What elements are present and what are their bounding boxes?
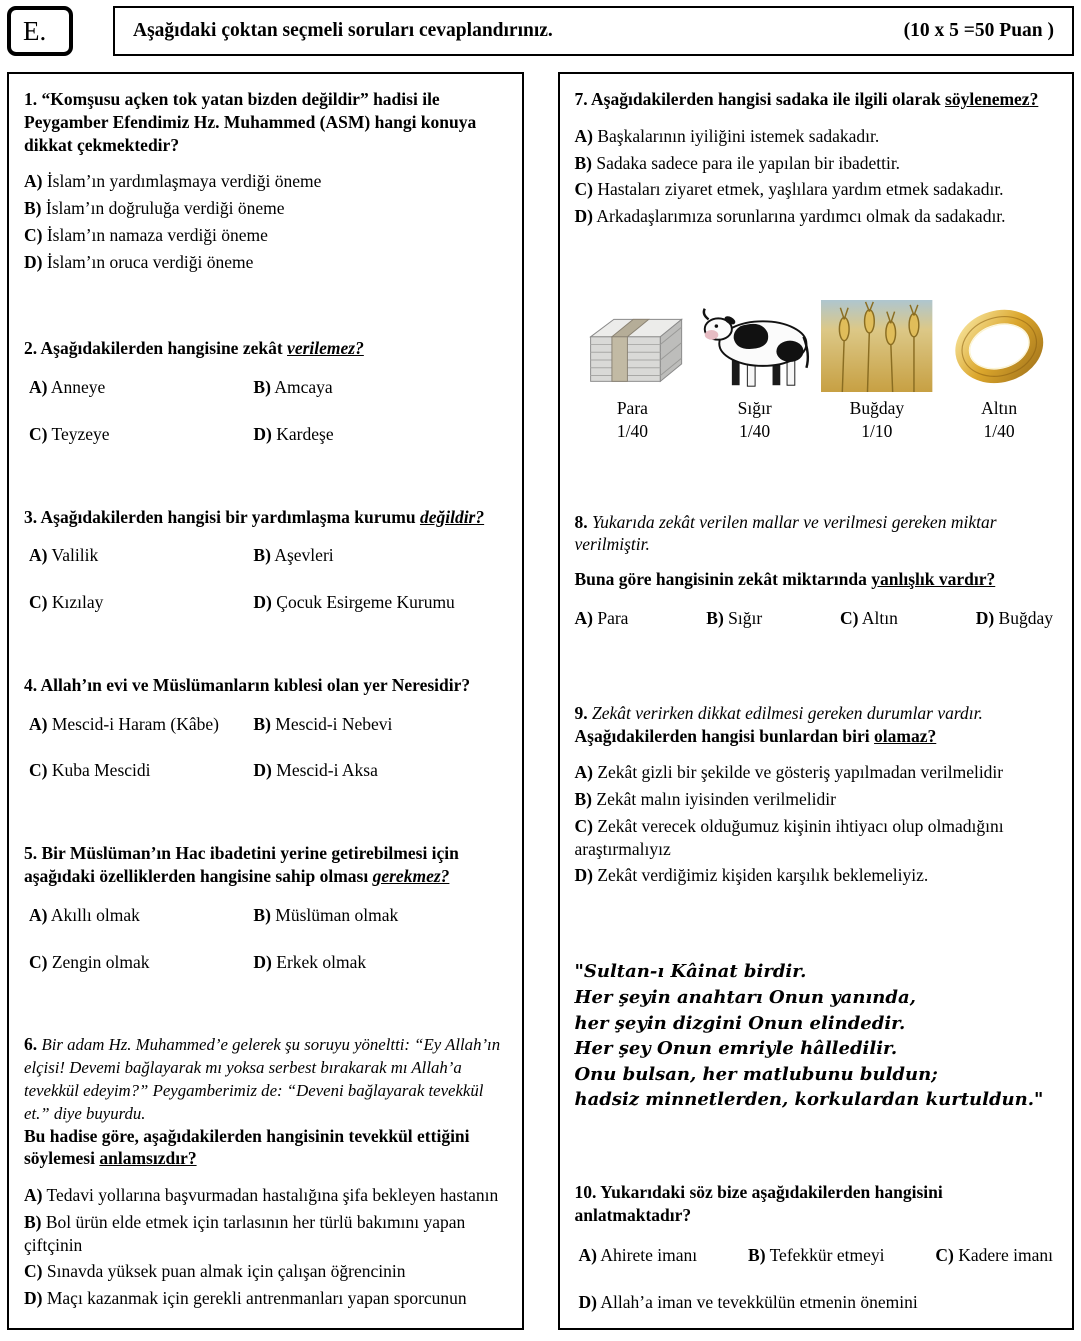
- header: [7, 6, 1074, 56]
- option-c: [575, 178, 1058, 201]
- option-letter: A): [574, 607, 593, 628]
- section-letter-box: [7, 6, 73, 56]
- option-text: Sadaka sadece para ile yapılan bir ibadettir.: [596, 152, 901, 173]
- underlined-keyword: gerekmez?: [372, 866, 450, 887]
- option-b: [706, 607, 762, 630]
- question-8-lead: Yukarıda zekât verilen mallar ve verilmesi gereken miktar verilmiştir.: [574, 511, 997, 555]
- option-d: [579, 1292, 918, 1312]
- option-text: Arkadaşlarımıza sorunlarına yardımcı olmak da sadakadır.: [596, 206, 1006, 226]
- option-text: Hastaları ziyaret etmek, yaşlılara yardım etmek sadakadır.: [597, 179, 1004, 200]
- left-column: [7, 72, 524, 1330]
- option-a: [29, 544, 253, 567]
- option-text: Sınavda yüksek puan almak için çalışan öğrencinin: [46, 1261, 406, 1282]
- option-text: Zekât gizli bir şekilde ve gösteriş yapılmadan verilmelidir: [597, 762, 1004, 783]
- question-4-stem: 4. Allah’ın evi ve Müslümanların kıblesi olan yer Neresidir?: [24, 674, 471, 695]
- question-8: [575, 511, 1058, 634]
- option-c: [24, 224, 507, 247]
- question-1: [24, 88, 507, 277]
- zakat-items-figure: [575, 300, 1058, 443]
- question-number: 8.: [574, 511, 588, 532]
- option-letter: A): [578, 1245, 597, 1266]
- question-7-stem: 7. Aşağıdakilerden hangisi sadaka ile ilgili olarak söylenemez?: [574, 89, 1039, 109]
- option-letter: C): [29, 423, 48, 444]
- option-text: İslam’ın namaza verdiği öneme: [46, 224, 268, 245]
- option-b: [253, 376, 506, 399]
- option-d: [575, 205, 1058, 228]
- figure-caption: [981, 397, 1017, 443]
- option-letter: C): [935, 1245, 954, 1266]
- option-a: [29, 713, 253, 736]
- option-letter: C): [574, 815, 593, 836]
- underlined-keyword: olamaz?: [874, 725, 937, 746]
- question-2-stem: 2. Aşağıdakilerden hangisine zekât verilemez?: [24, 338, 364, 359]
- option-letter: A): [29, 377, 48, 398]
- option-text: Kardeşe: [276, 423, 334, 444]
- question-number: 1.: [24, 89, 38, 109]
- question-6-options: [24, 1184, 507, 1310]
- option-letter: D): [574, 865, 593, 886]
- question-6: [24, 1033, 507, 1314]
- option-b: [253, 544, 506, 567]
- option-letter: C): [29, 592, 48, 613]
- question-8-options: [575, 607, 1058, 634]
- figure-caption: [617, 397, 648, 443]
- question-5-options: [24, 904, 507, 974]
- instruction-text: Aşağıdaki çoktan seçmeli soruları cevaplandırınız.: [133, 20, 553, 41]
- option-letter: C): [574, 179, 593, 200]
- item-fraction: 1/40: [616, 420, 648, 441]
- option-letter: B): [253, 904, 271, 925]
- option-text: Mescid-i Nebevi: [275, 713, 393, 734]
- option-text: Çocuk Esirgeme Kurumu: [276, 592, 455, 613]
- question-4-options: [24, 713, 507, 783]
- option-letter: A): [574, 762, 593, 783]
- instruction-box: [113, 6, 1074, 56]
- option-d: [24, 251, 507, 274]
- option-letter: D): [24, 251, 43, 272]
- option-b: [253, 904, 506, 927]
- option-letter: B): [748, 1245, 766, 1266]
- option-a: [575, 761, 1058, 784]
- option-d: [253, 591, 506, 614]
- gold-ring-icon: [946, 300, 1053, 392]
- option-c: [29, 591, 253, 614]
- option-b: [575, 788, 1058, 811]
- question-8-intro: [575, 511, 1058, 557]
- option-letter: B): [574, 152, 592, 173]
- option-text: Mescid-i Aksa: [276, 760, 378, 781]
- item-name: Sığır: [737, 397, 772, 418]
- figure-para: [575, 300, 691, 443]
- option-c: [24, 1260, 507, 1283]
- option-text: Müslüman olmak: [275, 904, 399, 925]
- option-a: [24, 1184, 507, 1207]
- option-letter: A): [24, 171, 43, 192]
- option-letter: C): [29, 951, 48, 972]
- option-text: Zekât verdiğimiz kişiden karşılık beklemeliyiz.: [597, 865, 929, 886]
- option-text: Valilik: [51, 545, 99, 566]
- option-text: Maçı kazanmak için gerekli antrenmanları yapan sporcunun: [46, 1288, 467, 1309]
- quote-line: "Sultan-ı Kâinat birdir.: [574, 961, 807, 983]
- option-text: Ahirete imanı: [600, 1245, 698, 1266]
- section-letter: E.: [23, 15, 47, 46]
- item-name: Para: [616, 397, 648, 418]
- question-number: 3.: [24, 506, 38, 527]
- question-10-options-row2: [575, 1291, 1058, 1314]
- underlined-keyword: verilemez?: [287, 338, 364, 359]
- underlined-keyword: değildir?: [419, 506, 485, 527]
- option-letter: A): [24, 1185, 43, 1206]
- option-text: Tedavi yollarına başvurmadan hastalığına şifa bekleyen hastanın: [46, 1185, 499, 1206]
- money-stack-icon: [579, 300, 686, 392]
- option-text: Para: [597, 607, 629, 628]
- option-text: Tefekkür etmeyi: [769, 1245, 885, 1266]
- option-letter: B): [574, 789, 592, 810]
- figure-caption: [850, 397, 904, 443]
- option-text: Buğday: [998, 607, 1053, 628]
- option-text: Aşevleri: [274, 545, 334, 566]
- question-4: [24, 674, 507, 782]
- option-d: [976, 607, 1053, 630]
- question-1-options: [24, 170, 507, 273]
- option-b: [575, 152, 1058, 175]
- question-6-stem: Bu hadise göre, aşağıdakilerden hangisinin tevekkül ettiğini söylemesi anlamsızdır?: [24, 1125, 470, 1169]
- question-number: 2.: [24, 338, 38, 359]
- question-1-stem: 1. “Komşusu açken tok yatan bizden değildir” hadisi ile Peygamber Efendimiz Hz. Muhammed (ASM) hangi konuya dikkat çekmektedir?: [24, 89, 477, 155]
- option-letter: B): [253, 377, 271, 398]
- question-number: 6.: [24, 1034, 38, 1055]
- option-letter: A): [574, 125, 593, 146]
- question-7: [575, 88, 1058, 232]
- option-a: [579, 1244, 698, 1267]
- question-number: 5.: [24, 843, 38, 864]
- option-d: [253, 423, 506, 446]
- question-9-options: [575, 761, 1058, 887]
- option-b: [24, 197, 507, 220]
- item-fraction: 1/40: [739, 420, 771, 441]
- option-letter: C): [840, 607, 859, 628]
- quote-line: Onu bulsan, her matlubunu buldun;: [574, 1063, 938, 1085]
- question-2: [24, 337, 507, 445]
- underlined-keyword: yanlışlık vardır?: [871, 569, 996, 590]
- option-text: İslam’ın oruca verdiği öneme: [46, 251, 254, 272]
- option-letter: B): [24, 1211, 42, 1232]
- figure-altin: [941, 300, 1057, 443]
- underlined-keyword: anlamsızdır?: [99, 1148, 197, 1169]
- figure-bugday: [819, 300, 935, 443]
- option-b: [24, 1211, 507, 1257]
- option-text: Başkalarının iyiliğini istemek sadakadır.: [597, 125, 880, 146]
- figure-sigir: [697, 300, 813, 443]
- option-text: Kuba Mescidi: [51, 760, 151, 781]
- quote-line: Her şeyin anahtarı Onun yanında,: [574, 986, 916, 1008]
- option-letter: D): [253, 423, 272, 444]
- option-b: [748, 1244, 884, 1267]
- option-text: Bol ürün elde etmek için tarlasının her türlü bakımını yapan çiftçinin: [24, 1211, 466, 1255]
- option-letter: A): [29, 904, 48, 925]
- option-letter: D): [975, 607, 995, 628]
- option-c: [935, 1244, 1053, 1267]
- option-text: Mescid-i Haram (Kâbe): [51, 713, 219, 734]
- option-letter: B): [253, 713, 271, 734]
- question-3-stem: 3. Aşağıdakilerden hangisi bir yardımlaşma kurumu değildir?: [24, 506, 485, 527]
- option-letter: C): [24, 224, 43, 245]
- option-letter: A): [29, 545, 48, 566]
- option-letter: A): [29, 713, 48, 734]
- item-name: Altın: [981, 397, 1018, 418]
- question-number: 9.: [574, 702, 588, 723]
- option-a: [575, 607, 629, 630]
- option-letter: B): [706, 607, 724, 628]
- question-2-options: [24, 376, 507, 446]
- quote-block: [575, 959, 1058, 1112]
- option-letter: B): [253, 545, 271, 566]
- option-c: [575, 815, 1058, 861]
- question-10-options-row1: [575, 1244, 1058, 1271]
- question-10-stem: 10. Yukarıdaki söz bize aşağıdakilerden hangisini anlatmaktadır?: [574, 1181, 943, 1225]
- option-text: Teyzeye: [51, 423, 110, 444]
- option-text: Amcaya: [274, 377, 333, 398]
- option-letter: D): [253, 760, 272, 781]
- option-c: [29, 951, 253, 974]
- question-6-hadith: Bir adam Hz. Muhammed’e gelerek şu soruyu yöneltti: “Ey Allah’ın elçisi! Devemi bağlayarak mı yoksa serbest bırakarak mı Allah’a tevekkül edeyim?” Peygamberimiz de: “Deveni bağlayarak tevekkül et.” diye buyurdu.: [24, 1035, 501, 1123]
- option-letter: D): [24, 1288, 43, 1309]
- figure-caption: [738, 397, 772, 443]
- question-7-options: [575, 125, 1058, 228]
- option-a: [575, 125, 1058, 148]
- option-text: Altın: [861, 607, 898, 628]
- option-text: Zekât verecek olduğumuz kişinin ihtiyacı olup olmadığını araştırmalıyız: [574, 815, 1004, 859]
- wheat-icon: [821, 300, 932, 392]
- option-letter: D): [253, 592, 272, 613]
- item-name: Buğday: [849, 397, 905, 418]
- option-text: Erkek olmak: [276, 951, 367, 972]
- points-label: (10 x 5 =50 Puan ): [903, 20, 1054, 41]
- quote-line: Her şey Onun emriyle hâlledilir.: [574, 1038, 898, 1060]
- option-d: [575, 864, 1058, 887]
- question-5-stem: 5. Bir Müslüman’ın Hac ibadetini yerine getirebilmesi için aşağıdaki özelliklerden hangisine sahip olması gerekmez?: [24, 843, 459, 887]
- cow-icon: [697, 300, 813, 392]
- quote-line: hadsiz minnetlerden, korkulardan kurtuldun.": [574, 1089, 1044, 1111]
- option-d: [24, 1287, 507, 1310]
- item-fraction: 1/40: [983, 420, 1015, 441]
- option-b: [253, 713, 506, 736]
- question-3: [24, 506, 507, 614]
- option-letter: D): [574, 206, 593, 226]
- option-text: Allah’a iman ve tevekkülün etmenin önemini: [600, 1292, 918, 1313]
- option-text: Kızılay: [51, 592, 104, 613]
- option-c: [29, 423, 253, 446]
- option-text: Zekât malın iyisinden verilmelidir: [596, 789, 836, 810]
- question-6-intro: [24, 1033, 507, 1124]
- option-letter: C): [29, 760, 48, 781]
- question-9: [575, 702, 1058, 891]
- question-5: [24, 842, 507, 973]
- option-text: Kadere imanı: [958, 1245, 1053, 1266]
- option-a: [29, 376, 253, 399]
- option-letter: C): [24, 1261, 43, 1282]
- option-text: Zengin olmak: [51, 951, 150, 972]
- quote-line: her şeyin dizgini Onun elindedir.: [574, 1012, 906, 1034]
- question-3-options: [24, 544, 507, 614]
- option-letter: D): [578, 1292, 597, 1313]
- option-d: [253, 951, 506, 974]
- option-c: [840, 607, 898, 630]
- option-text: Sığır: [728, 607, 763, 628]
- option-letter: B): [24, 198, 42, 218]
- underlined-keyword: söylenemez?: [945, 89, 1039, 109]
- question-9-lead: Zekât verirken dikkat edilmesi gereken durumlar vardır.: [592, 702, 983, 723]
- question-8-stem: Buna göre hangisinin zekât miktarında yanlışlık vardır?: [574, 569, 996, 590]
- option-c: [29, 759, 253, 782]
- option-text: İslam’ın yardımlaşmaya verdiği öneme: [46, 171, 322, 192]
- option-letter: D): [253, 951, 272, 972]
- question-columns: [7, 72, 1074, 1330]
- right-column: [558, 72, 1075, 1330]
- option-text: İslam’ın doğruluğa verdiği öneme: [45, 198, 285, 218]
- option-text: Akıllı olmak: [50, 904, 140, 925]
- option-a: [29, 904, 253, 927]
- question-number: 4.: [24, 674, 38, 695]
- question-10: [575, 1181, 1058, 1314]
- option-a: [24, 170, 507, 193]
- question-number: 10.: [574, 1181, 597, 1202]
- question-9-stem: 9. Zekât verirken dikkat edilmesi gereken durumlar vardır. Aşağıdakilerden hangisi bunlardan biri olamaz?: [574, 702, 983, 746]
- option-text: Anneye: [50, 377, 106, 398]
- option-d: [253, 759, 506, 782]
- question-number: 7.: [574, 89, 588, 109]
- item-fraction: 1/10: [861, 420, 893, 441]
